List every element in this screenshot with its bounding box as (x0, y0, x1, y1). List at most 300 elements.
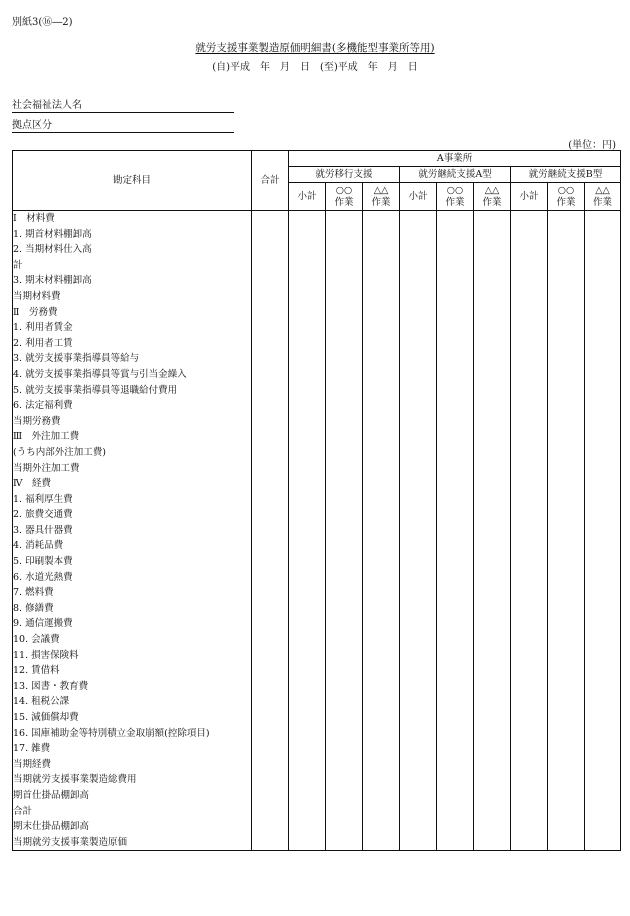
amount-cell[interactable] (400, 694, 437, 710)
amount-cell[interactable] (400, 492, 437, 508)
amount-cell[interactable] (474, 679, 511, 695)
amount-cell[interactable] (437, 726, 474, 742)
amount-cell[interactable] (326, 554, 363, 570)
amount-cell[interactable] (548, 227, 585, 243)
amount-cell-total[interactable] (252, 648, 289, 664)
amount-cell[interactable] (585, 258, 621, 274)
amount-cell[interactable] (289, 305, 326, 321)
amount-cell[interactable] (326, 445, 363, 461)
amount-cell[interactable] (400, 741, 437, 757)
amount-cell[interactable] (363, 694, 400, 710)
amount-cell[interactable] (511, 273, 548, 289)
amount-cell[interactable] (363, 710, 400, 726)
amount-cell[interactable] (511, 804, 548, 820)
amount-cell-total[interactable] (252, 757, 289, 773)
amount-cell[interactable] (400, 414, 437, 430)
amount-cell[interactable] (511, 835, 548, 851)
amount-cell[interactable] (585, 398, 621, 414)
amount-cell-total[interactable] (252, 601, 289, 617)
amount-cell[interactable] (474, 242, 511, 258)
amount-cell[interactable] (511, 694, 548, 710)
amount-cell-total[interactable] (252, 741, 289, 757)
amount-cell[interactable] (400, 538, 437, 554)
amount-cell[interactable] (474, 601, 511, 617)
amount-cell[interactable] (474, 289, 511, 305)
amount-cell[interactable] (289, 211, 326, 227)
amount-cell[interactable] (548, 601, 585, 617)
amount-cell[interactable] (474, 663, 511, 679)
amount-cell[interactable] (585, 554, 621, 570)
amount-cell[interactable] (437, 414, 474, 430)
amount-cell[interactable] (548, 289, 585, 305)
amount-cell[interactable] (437, 429, 474, 445)
amount-cell[interactable] (289, 788, 326, 804)
amount-cell[interactable] (289, 538, 326, 554)
amount-cell-total[interactable] (252, 679, 289, 695)
amount-cell[interactable] (363, 663, 400, 679)
amount-cell-total[interactable] (252, 507, 289, 523)
amount-cell[interactable] (400, 429, 437, 445)
amount-cell[interactable] (437, 273, 474, 289)
amount-cell[interactable] (326, 788, 363, 804)
amount-cell[interactable] (474, 757, 511, 773)
amount-cell[interactable] (289, 320, 326, 336)
amount-cell[interactable] (363, 476, 400, 492)
amount-cell[interactable] (511, 445, 548, 461)
amount-cell-total[interactable] (252, 320, 289, 336)
amount-cell[interactable] (363, 429, 400, 445)
amount-cell[interactable] (585, 819, 621, 835)
amount-cell[interactable] (585, 788, 621, 804)
amount-cell[interactable] (585, 429, 621, 445)
amount-cell[interactable] (363, 289, 400, 305)
amount-cell-total[interactable] (252, 211, 289, 227)
amount-cell[interactable] (585, 726, 621, 742)
amount-cell[interactable] (585, 835, 621, 851)
amount-cell[interactable] (326, 242, 363, 258)
amount-cell-total[interactable] (252, 523, 289, 539)
amount-cell[interactable] (511, 648, 548, 664)
amount-cell[interactable] (474, 273, 511, 289)
amount-cell[interactable] (326, 227, 363, 243)
amount-cell[interactable] (400, 570, 437, 586)
amount-cell[interactable] (326, 320, 363, 336)
amount-cell[interactable] (585, 461, 621, 477)
amount-cell-total[interactable] (252, 289, 289, 305)
amount-cell[interactable] (548, 741, 585, 757)
amount-cell[interactable] (585, 273, 621, 289)
amount-cell[interactable] (400, 835, 437, 851)
amount-cell[interactable] (511, 258, 548, 274)
amount-cell[interactable] (548, 819, 585, 835)
amount-cell[interactable] (585, 601, 621, 617)
amount-cell[interactable] (437, 679, 474, 695)
amount-cell[interactable] (511, 429, 548, 445)
amount-cell[interactable] (326, 383, 363, 399)
amount-cell[interactable] (585, 616, 621, 632)
amount-cell[interactable] (437, 554, 474, 570)
amount-cell[interactable] (585, 227, 621, 243)
amount-cell[interactable] (326, 616, 363, 632)
amount-cell[interactable] (548, 507, 585, 523)
amount-cell[interactable] (289, 710, 326, 726)
amount-cell[interactable] (289, 398, 326, 414)
amount-cell[interactable] (437, 835, 474, 851)
amount-cell[interactable] (363, 554, 400, 570)
amount-cell[interactable] (326, 398, 363, 414)
amount-cell[interactable] (437, 788, 474, 804)
amount-cell[interactable] (289, 507, 326, 523)
amount-cell[interactable] (400, 507, 437, 523)
amount-cell[interactable] (400, 398, 437, 414)
amount-cell[interactable] (289, 476, 326, 492)
amount-cell[interactable] (511, 242, 548, 258)
amount-cell[interactable] (289, 570, 326, 586)
amount-cell[interactable] (437, 523, 474, 539)
amount-cell[interactable] (474, 211, 511, 227)
amount-cell-total[interactable] (252, 383, 289, 399)
amount-cell[interactable] (289, 819, 326, 835)
amount-cell[interactable] (474, 694, 511, 710)
amount-cell[interactable] (326, 258, 363, 274)
amount-cell[interactable] (474, 429, 511, 445)
amount-cell[interactable] (548, 694, 585, 710)
amount-cell[interactable] (363, 242, 400, 258)
amount-cell[interactable] (289, 242, 326, 258)
amount-cell[interactable] (289, 726, 326, 742)
amount-cell[interactable] (585, 632, 621, 648)
amount-cell[interactable] (363, 305, 400, 321)
amount-cell[interactable] (474, 445, 511, 461)
amount-cell[interactable] (437, 320, 474, 336)
amount-cell[interactable] (585, 648, 621, 664)
amount-cell[interactable] (289, 616, 326, 632)
amount-cell-total[interactable] (252, 585, 289, 601)
amount-cell[interactable] (474, 570, 511, 586)
amount-cell[interactable] (326, 351, 363, 367)
amount-cell[interactable] (326, 523, 363, 539)
amount-cell[interactable] (437, 336, 474, 352)
amount-cell[interactable] (437, 710, 474, 726)
amount-cell[interactable] (289, 445, 326, 461)
amount-cell[interactable] (511, 757, 548, 773)
amount-cell[interactable] (474, 398, 511, 414)
amount-cell[interactable] (326, 273, 363, 289)
amount-cell-total[interactable] (252, 726, 289, 742)
amount-cell[interactable] (585, 757, 621, 773)
amount-cell[interactable] (363, 585, 400, 601)
amount-cell[interactable] (363, 320, 400, 336)
amount-cell[interactable] (326, 336, 363, 352)
amount-cell[interactable] (363, 414, 400, 430)
amount-cell-total[interactable] (252, 538, 289, 554)
amount-cell[interactable] (437, 601, 474, 617)
amount-cell[interactable] (437, 445, 474, 461)
amount-cell[interactable] (437, 819, 474, 835)
amount-cell[interactable] (326, 289, 363, 305)
amount-cell[interactable] (511, 819, 548, 835)
amount-cell[interactable] (474, 819, 511, 835)
amount-cell[interactable] (548, 585, 585, 601)
amount-cell[interactable] (585, 710, 621, 726)
amount-cell[interactable] (437, 585, 474, 601)
amount-cell[interactable] (548, 273, 585, 289)
amount-cell[interactable] (289, 694, 326, 710)
amount-cell[interactable] (585, 507, 621, 523)
amount-cell[interactable] (363, 461, 400, 477)
amount-cell[interactable] (474, 351, 511, 367)
amount-cell[interactable] (548, 429, 585, 445)
amount-cell[interactable] (511, 367, 548, 383)
amount-cell[interactable] (511, 679, 548, 695)
amount-cell[interactable] (326, 679, 363, 695)
amount-cell[interactable] (326, 507, 363, 523)
amount-cell[interactable] (585, 476, 621, 492)
amount-cell[interactable] (363, 757, 400, 773)
amount-cell-total[interactable] (252, 367, 289, 383)
amount-cell[interactable] (511, 523, 548, 539)
amount-cell[interactable] (474, 788, 511, 804)
amount-cell[interactable] (289, 632, 326, 648)
amount-cell[interactable] (326, 461, 363, 477)
amount-cell[interactable] (437, 305, 474, 321)
amount-cell[interactable] (363, 227, 400, 243)
amount-cell[interactable] (474, 367, 511, 383)
amount-cell-total[interactable] (252, 710, 289, 726)
amount-cell[interactable] (585, 741, 621, 757)
amount-cell[interactable] (548, 242, 585, 258)
amount-cell[interactable] (511, 305, 548, 321)
amount-cell[interactable] (474, 336, 511, 352)
amount-cell[interactable] (400, 788, 437, 804)
amount-cell[interactable] (363, 616, 400, 632)
amount-cell[interactable] (289, 492, 326, 508)
amount-cell[interactable] (585, 336, 621, 352)
amount-cell[interactable] (511, 601, 548, 617)
amount-cell[interactable] (289, 835, 326, 851)
amount-cell-total[interactable] (252, 788, 289, 804)
amount-cell[interactable] (363, 538, 400, 554)
amount-cell[interactable] (511, 211, 548, 227)
amount-cell[interactable] (363, 351, 400, 367)
amount-cell-total[interactable] (252, 616, 289, 632)
amount-cell[interactable] (585, 585, 621, 601)
amount-cell[interactable] (511, 726, 548, 742)
amount-cell[interactable] (474, 383, 511, 399)
amount-cell[interactable] (400, 554, 437, 570)
amount-cell[interactable] (511, 632, 548, 648)
amount-cell[interactable] (474, 804, 511, 820)
amount-cell[interactable] (363, 570, 400, 586)
amount-cell-total[interactable] (252, 554, 289, 570)
amount-cell[interactable] (511, 461, 548, 477)
amount-cell-total[interactable] (252, 336, 289, 352)
amount-cell[interactable] (400, 632, 437, 648)
amount-cell[interactable] (474, 616, 511, 632)
amount-cell[interactable] (548, 414, 585, 430)
amount-cell[interactable] (548, 648, 585, 664)
amount-cell[interactable] (548, 336, 585, 352)
amount-cell[interactable] (437, 757, 474, 773)
amount-cell[interactable] (289, 772, 326, 788)
amount-cell[interactable] (363, 601, 400, 617)
amount-cell[interactable] (400, 461, 437, 477)
amount-cell[interactable] (548, 726, 585, 742)
amount-cell[interactable] (511, 289, 548, 305)
amount-cell[interactable] (548, 351, 585, 367)
amount-cell[interactable] (511, 788, 548, 804)
amount-cell[interactable] (548, 663, 585, 679)
amount-cell[interactable] (437, 367, 474, 383)
amount-cell[interactable] (326, 305, 363, 321)
amount-cell[interactable] (400, 819, 437, 835)
amount-cell[interactable] (437, 398, 474, 414)
amount-cell[interactable] (400, 258, 437, 274)
amount-cell[interactable] (326, 804, 363, 820)
amount-cell-total[interactable] (252, 398, 289, 414)
amount-cell[interactable] (289, 554, 326, 570)
amount-cell[interactable] (585, 538, 621, 554)
amount-cell[interactable] (400, 227, 437, 243)
amount-cell[interactable] (363, 383, 400, 399)
amount-cell[interactable] (437, 258, 474, 274)
amount-cell[interactable] (400, 336, 437, 352)
amount-cell[interactable] (326, 570, 363, 586)
amount-cell[interactable] (289, 429, 326, 445)
amount-cell[interactable] (363, 211, 400, 227)
amount-cell[interactable] (400, 445, 437, 461)
amount-cell[interactable] (511, 227, 548, 243)
amount-cell[interactable] (326, 694, 363, 710)
amount-cell[interactable] (585, 523, 621, 539)
amount-cell[interactable] (437, 648, 474, 664)
amount-cell[interactable] (548, 476, 585, 492)
amount-cell[interactable] (400, 242, 437, 258)
amount-cell[interactable] (363, 336, 400, 352)
amount-cell[interactable] (326, 772, 363, 788)
amount-cell[interactable] (289, 289, 326, 305)
amount-cell-total[interactable] (252, 772, 289, 788)
amount-cell[interactable] (437, 741, 474, 757)
amount-cell-total[interactable] (252, 351, 289, 367)
amount-cell[interactable] (474, 835, 511, 851)
amount-cell[interactable] (437, 804, 474, 820)
amount-cell[interactable] (400, 663, 437, 679)
amount-cell[interactable] (289, 336, 326, 352)
amount-cell[interactable] (511, 492, 548, 508)
amount-cell[interactable] (400, 726, 437, 742)
amount-cell[interactable] (511, 507, 548, 523)
amount-cell[interactable] (437, 461, 474, 477)
amount-cell[interactable] (548, 461, 585, 477)
amount-cell[interactable] (363, 835, 400, 851)
amount-cell[interactable] (289, 741, 326, 757)
amount-cell[interactable] (289, 648, 326, 664)
amount-cell[interactable] (400, 305, 437, 321)
amount-cell[interactable] (548, 772, 585, 788)
amount-cell[interactable] (400, 804, 437, 820)
amount-cell[interactable] (585, 320, 621, 336)
amount-cell[interactable] (437, 632, 474, 648)
amount-cell[interactable] (400, 289, 437, 305)
amount-cell[interactable] (437, 616, 474, 632)
amount-cell[interactable] (363, 741, 400, 757)
amount-cell[interactable] (474, 632, 511, 648)
amount-cell[interactable] (585, 772, 621, 788)
amount-cell[interactable] (548, 398, 585, 414)
amount-cell[interactable] (363, 679, 400, 695)
amount-cell[interactable] (511, 570, 548, 586)
amount-cell[interactable] (585, 679, 621, 695)
amount-cell[interactable] (548, 804, 585, 820)
amount-cell[interactable] (585, 305, 621, 321)
amount-cell[interactable] (511, 772, 548, 788)
amount-cell[interactable] (289, 258, 326, 274)
amount-cell[interactable] (289, 523, 326, 539)
amount-cell-total[interactable] (252, 305, 289, 321)
amount-cell[interactable] (289, 663, 326, 679)
amount-cell[interactable] (474, 507, 511, 523)
amount-cell[interactable] (363, 804, 400, 820)
amount-cell[interactable] (437, 507, 474, 523)
amount-cell[interactable] (363, 819, 400, 835)
amount-cell[interactable] (400, 616, 437, 632)
amount-cell[interactable] (400, 351, 437, 367)
amount-cell[interactable] (511, 336, 548, 352)
amount-cell[interactable] (548, 367, 585, 383)
amount-cell[interactable] (511, 320, 548, 336)
amount-cell-total[interactable] (252, 445, 289, 461)
amount-cell[interactable] (400, 710, 437, 726)
amount-cell[interactable] (548, 788, 585, 804)
amount-cell[interactable] (400, 320, 437, 336)
amount-cell[interactable] (326, 476, 363, 492)
amount-cell[interactable] (585, 694, 621, 710)
amount-cell[interactable] (326, 429, 363, 445)
amount-cell[interactable] (585, 414, 621, 430)
amount-cell[interactable] (400, 367, 437, 383)
amount-cell[interactable] (437, 289, 474, 305)
amount-cell[interactable] (548, 211, 585, 227)
amount-cell[interactable] (289, 383, 326, 399)
amount-cell-total[interactable] (252, 414, 289, 430)
amount-cell[interactable] (585, 242, 621, 258)
amount-cell[interactable] (400, 757, 437, 773)
amount-cell[interactable] (363, 492, 400, 508)
amount-cell[interactable] (289, 414, 326, 430)
amount-cell[interactable] (548, 710, 585, 726)
amount-cell[interactable] (289, 601, 326, 617)
amount-cell[interactable] (326, 367, 363, 383)
amount-cell[interactable] (437, 538, 474, 554)
amount-cell-total[interactable] (252, 804, 289, 820)
amount-cell[interactable] (326, 601, 363, 617)
amount-cell[interactable] (474, 305, 511, 321)
amount-cell[interactable] (511, 585, 548, 601)
amount-cell-total[interactable] (252, 258, 289, 274)
amount-cell[interactable] (400, 679, 437, 695)
amount-cell[interactable] (363, 367, 400, 383)
amount-cell[interactable] (326, 710, 363, 726)
amount-cell[interactable] (400, 383, 437, 399)
amount-cell[interactable] (437, 663, 474, 679)
amount-cell[interactable] (474, 414, 511, 430)
amount-cell-total[interactable] (252, 242, 289, 258)
amount-cell[interactable] (289, 273, 326, 289)
amount-cell[interactable] (511, 554, 548, 570)
amount-cell-total[interactable] (252, 632, 289, 648)
amount-cell[interactable] (326, 414, 363, 430)
